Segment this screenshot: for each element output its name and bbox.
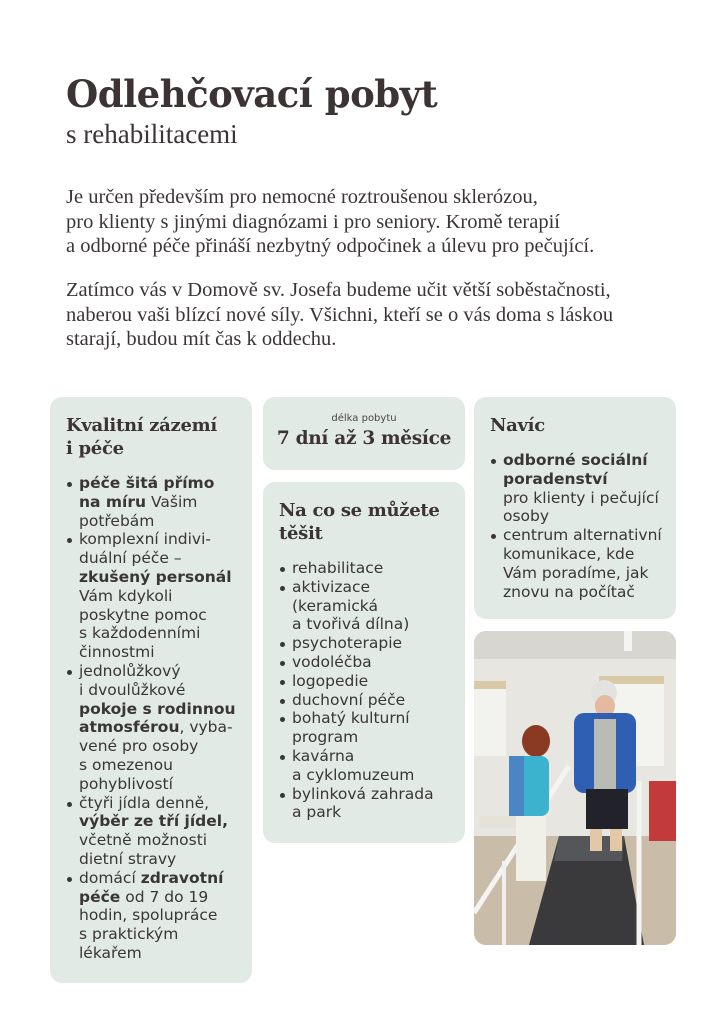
text: jednolůžkový [79,661,181,680]
rehabilitation-photo [474,631,676,945]
list-item-line [79,643,238,662]
text: dietní stravy [79,849,177,868]
extra-list [490,451,666,601]
list-item-line [503,451,666,470]
facilities-card-title [66,414,238,460]
list-item-line [79,888,238,907]
text: čtyři jídla denně, [79,793,210,812]
activities-card [263,482,465,843]
list-item [279,747,451,785]
text: s omezenou [79,755,173,774]
intro-paragraph-2 [66,278,696,352]
duration-value: 7 dní až 3 měsíce [276,428,452,449]
list-item-line: rehabilitace [292,559,384,577]
text: komunikace, kde [503,544,635,563]
text: Vašim [146,492,198,511]
text: s každodenními [79,624,201,643]
list-item-line: a tvořivá dílna) [292,615,410,634]
list-item-line: bohatý kulturní [292,709,410,728]
title-line: Kvalitní zázemí [66,415,217,436]
list-item-line [79,549,238,568]
text: s praktickým [79,925,179,944]
intro-line: a odborné péče přináší nezbytný odpočinek a úlevu pro pečující. [66,235,595,257]
list-item-line [79,906,238,925]
duration-label: délka pobytu [331,413,397,424]
text: včetně možnosti [79,831,208,850]
list-item [66,474,238,530]
text: domácí [79,868,141,887]
extra-card-title: Navíc [490,415,545,436]
activities-card-title [279,499,451,545]
title-line: i péče [66,438,124,459]
bold-text: poradenství [503,469,608,488]
bold-text: odborné sociální [503,451,648,469]
list-item-line [79,850,238,869]
text: i dvoulůžkové [79,680,186,699]
extra-card [474,397,676,619]
list-item-line [79,831,238,850]
list-item [490,451,666,526]
list-item-line [79,756,238,775]
list-item-line: aktivizace [292,577,371,596]
list-item-line [79,662,238,681]
text: centrum alternativní [503,526,662,545]
page-title: Odlehčovací pobyt [66,72,438,116]
text: pohyblivostí [79,774,173,793]
list-item [279,672,451,691]
list-item-line [503,545,666,564]
text: pro klienty i pečující [503,488,659,507]
text: osoby [503,507,550,526]
list-item-line [79,869,238,888]
text: znovu na počítač [503,582,635,601]
intro-line: Zatímco vás v Domově sv. Josefa budeme učit větší soběstačnosti, [66,279,611,301]
list-item-line [79,474,238,493]
list-item-line: kavárna [292,746,355,765]
list-item-line [79,737,238,756]
list-item [279,559,451,578]
page-subtitle: s rehabilitacemi [66,119,238,149]
text: poskytne pomoc [79,605,207,624]
text: hodin, spolupráce [79,906,218,925]
list-item-line [79,681,238,700]
list-item-line [79,812,238,831]
list-item-line: duchovní péče [292,690,406,709]
facilities-card [50,397,252,983]
list-item-line [79,925,238,944]
intro-paragraph-1 [66,185,696,259]
bold-text: výběr ze tří jídel, [79,812,228,831]
list-item-line [79,718,238,737]
list-item-line [79,700,238,719]
list-item-line: vodoléčba [292,652,372,671]
list-item [279,653,451,672]
title-line: těšit [279,523,323,544]
activities-list [279,559,451,822]
list-item [66,662,238,794]
facilities-list [66,474,238,963]
intro-line: naberou vaši blízcí nové síly. Všichni, kteří se o vás doma s láskou [66,303,614,326]
text: vené pro osoby [79,737,199,756]
text: Vám kdykoli [79,586,173,605]
intro-line: Je určen především pro nemocné roztroušenou sklerózou, [66,186,538,208]
list-item [279,634,451,653]
list-item [66,869,238,963]
list-item-line: a park [292,803,342,822]
list-item [66,794,238,869]
list-item [279,691,451,710]
bold-text: atmosférou [79,718,180,737]
list-item-line: (keramická [292,596,379,615]
intro-line: pro klienty s jinými diagnózami i pro seniory. Kromě terapií [66,210,560,233]
list-item [279,709,451,747]
list-item-line [79,568,238,587]
list-item-line [79,530,238,549]
list-item-line: psychoterapie [292,634,403,653]
list-item-line [503,526,666,545]
bold-text: zkušený personál [79,567,232,586]
text: od 7 do 19 [120,887,209,906]
list-item-line [79,775,238,794]
bold-text: zdravotní [140,868,224,887]
list-item-line [503,564,666,583]
list-item [279,785,451,823]
text: lékařem [79,943,142,962]
list-item-line: logopedie [292,671,369,690]
text: komplexní indivi- [79,530,211,549]
list-item-line: a cyklomuzeum [292,765,415,784]
title-line: Na co se můžete [279,500,440,521]
list-item-line [79,512,238,531]
text: potřebám [79,511,155,530]
list-item [279,578,451,634]
text: , vyba- [179,718,233,737]
list-item-line [503,489,666,508]
text: duální péče – [79,549,182,568]
intro-line: starají, budou mít čas k oddechu. [66,328,337,350]
duration-card [263,397,465,470]
list-item-line [503,507,666,526]
list-item [490,526,666,601]
list-item-line [503,583,666,602]
text: činnostmi [79,643,155,662]
list-item-line [79,493,238,512]
list-item-line [79,624,238,643]
rehabilitation-photo-illustration [474,631,676,945]
list-item-line: bylinková zahrada [292,784,434,803]
list-item-line: program [292,728,359,747]
bold-text: péče [79,887,121,906]
list-item-line [79,944,238,963]
text: Vám poradíme, jak [503,563,649,582]
list-item-line [79,587,238,606]
bold-text: péče šitá přímo [79,474,215,492]
bold-text: pokoje s rodinnou [79,699,236,718]
list-item-line [79,794,238,813]
bold-text: na míru [79,492,147,511]
list-item-line [79,606,238,625]
list-item-line [503,470,666,489]
list-item [66,530,238,662]
